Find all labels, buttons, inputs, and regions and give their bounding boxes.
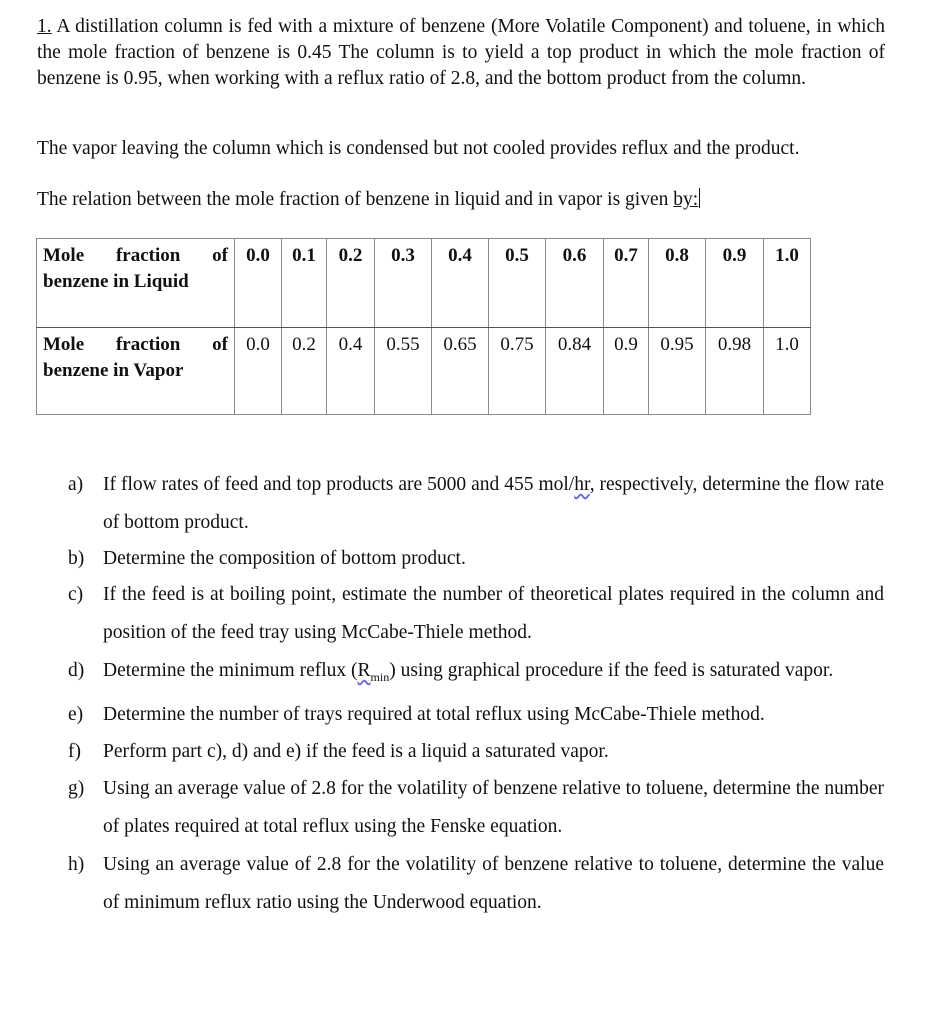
part-text: If the feed is at boiling point, estimate the number of theoretical plates required in the column and position of the feed tray using McCabe-Thiele method. <box>103 584 884 643</box>
liquid-cell: 0.1 <box>282 239 327 328</box>
vapor-paragraph: The vapor leaving the column which is condensed but not cooled provides reflux and the product. <box>37 138 800 159</box>
part-item-g <box>68 770 884 846</box>
part-label: c) <box>68 584 84 605</box>
part-item-e <box>68 696 884 733</box>
part-text-segment: If flow rates of feed and top products are 5000 and 455 mol/ <box>103 474 575 495</box>
text-cursor <box>699 188 700 208</box>
vapor-cell: 1.0 <box>764 328 811 415</box>
liquid-row-header: Mole fraction of benzene in Liquid <box>37 239 235 328</box>
part-item-f <box>68 733 884 770</box>
part-label: f) <box>68 740 81 762</box>
part-item-b <box>68 541 884 576</box>
vapor-cell: 0.95 <box>649 328 706 415</box>
vapor-row <box>37 328 811 415</box>
vapor-cell: 0.98 <box>706 328 764 415</box>
relation-by: by: <box>673 189 699 210</box>
part-text: Determine the number of trays required at total reflux using McCabe-Thiele method. <box>103 703 765 725</box>
question-parts-list <box>68 466 884 922</box>
part-item-h <box>68 846 884 922</box>
part-text: Determine the composition of bottom product. <box>103 548 466 569</box>
relation-text: The relation between the mole fraction of benzene in liquid and in vapor is given <box>37 189 674 210</box>
liquid-cell: 0.7 <box>604 239 649 328</box>
vapor-cell: 0.55 <box>375 328 432 415</box>
question-intro-text: A distillation column is fed with a mixture of benzene (More Volatile Component) and toluene, in which the mole fraction of benzene is 0.45 The column is to yield a top product in which the mole fraction of benzene is 0.95, when working with a reflux ratio of 2.8, and the bottom product from the column. <box>37 16 885 89</box>
vapor-cell: 0.65 <box>432 328 489 415</box>
part-label: d) <box>68 660 85 681</box>
part-label: a) <box>68 474 84 495</box>
vapor-cell: 0.2 <box>282 328 327 415</box>
spellcheck-word: hr <box>574 474 590 495</box>
vapor-cell: 0.84 <box>546 328 604 415</box>
part-text <box>103 466 884 541</box>
part-item-c <box>68 576 884 652</box>
liquid-cell: 0.0 <box>235 239 282 328</box>
liquid-cell: 0.4 <box>432 239 489 328</box>
part-item-d <box>68 652 884 696</box>
part-text-segment: Determine the minimum reflux ( <box>103 660 358 681</box>
vapor-cell: 0.9 <box>604 328 649 415</box>
part-text-segment: , respectively, determine the flow rate of bottom product. <box>103 474 884 533</box>
part-label: e) <box>68 703 84 725</box>
liquid-cell: 0.5 <box>489 239 546 328</box>
question-intro <box>37 14 885 92</box>
vapor-cell: 0.4 <box>327 328 375 415</box>
r-min-subscript: min <box>370 669 390 684</box>
equilibrium-table <box>36 238 811 415</box>
part-text <box>103 652 884 696</box>
liquid-row <box>37 239 811 328</box>
part-label: g) <box>68 777 85 799</box>
liquid-cell: 0.9 <box>706 239 764 328</box>
part-label: h) <box>68 853 85 875</box>
part-item-a <box>68 466 884 541</box>
r-min-symbol: R <box>357 660 371 681</box>
vapor-cell: 0.75 <box>489 328 546 415</box>
part-text: Using an average value of 2.8 for the volatility of benzene relative to toluene, determine the number of plates required at total reflux using the Fenske equation. <box>103 777 884 837</box>
vapor-cell: 0.0 <box>235 328 282 415</box>
part-text: Perform part c), d) and e) if the feed is a liquid a saturated vapor. <box>103 740 609 762</box>
liquid-cell: 1.0 <box>764 239 811 328</box>
spellcheck-word <box>357 660 390 684</box>
liquid-cell: 0.3 <box>375 239 432 328</box>
part-label: b) <box>68 548 85 569</box>
relation-paragraph <box>37 187 885 213</box>
liquid-cell: 0.6 <box>546 239 604 328</box>
part-text-segment: ) using graphical procedure if the feed is saturated vapor. <box>389 660 834 681</box>
part-text: Using an average value of 2.8 for the volatility of benzene relative to toluene, determine the value of minimum reflux ratio using the Underwood equation. <box>103 853 884 913</box>
liquid-cell: 0.2 <box>327 239 375 328</box>
question-number: 1. <box>37 16 52 37</box>
vapor-row-header: Mole fraction of benzene in Vapor <box>37 328 235 415</box>
liquid-cell: 0.8 <box>649 239 706 328</box>
